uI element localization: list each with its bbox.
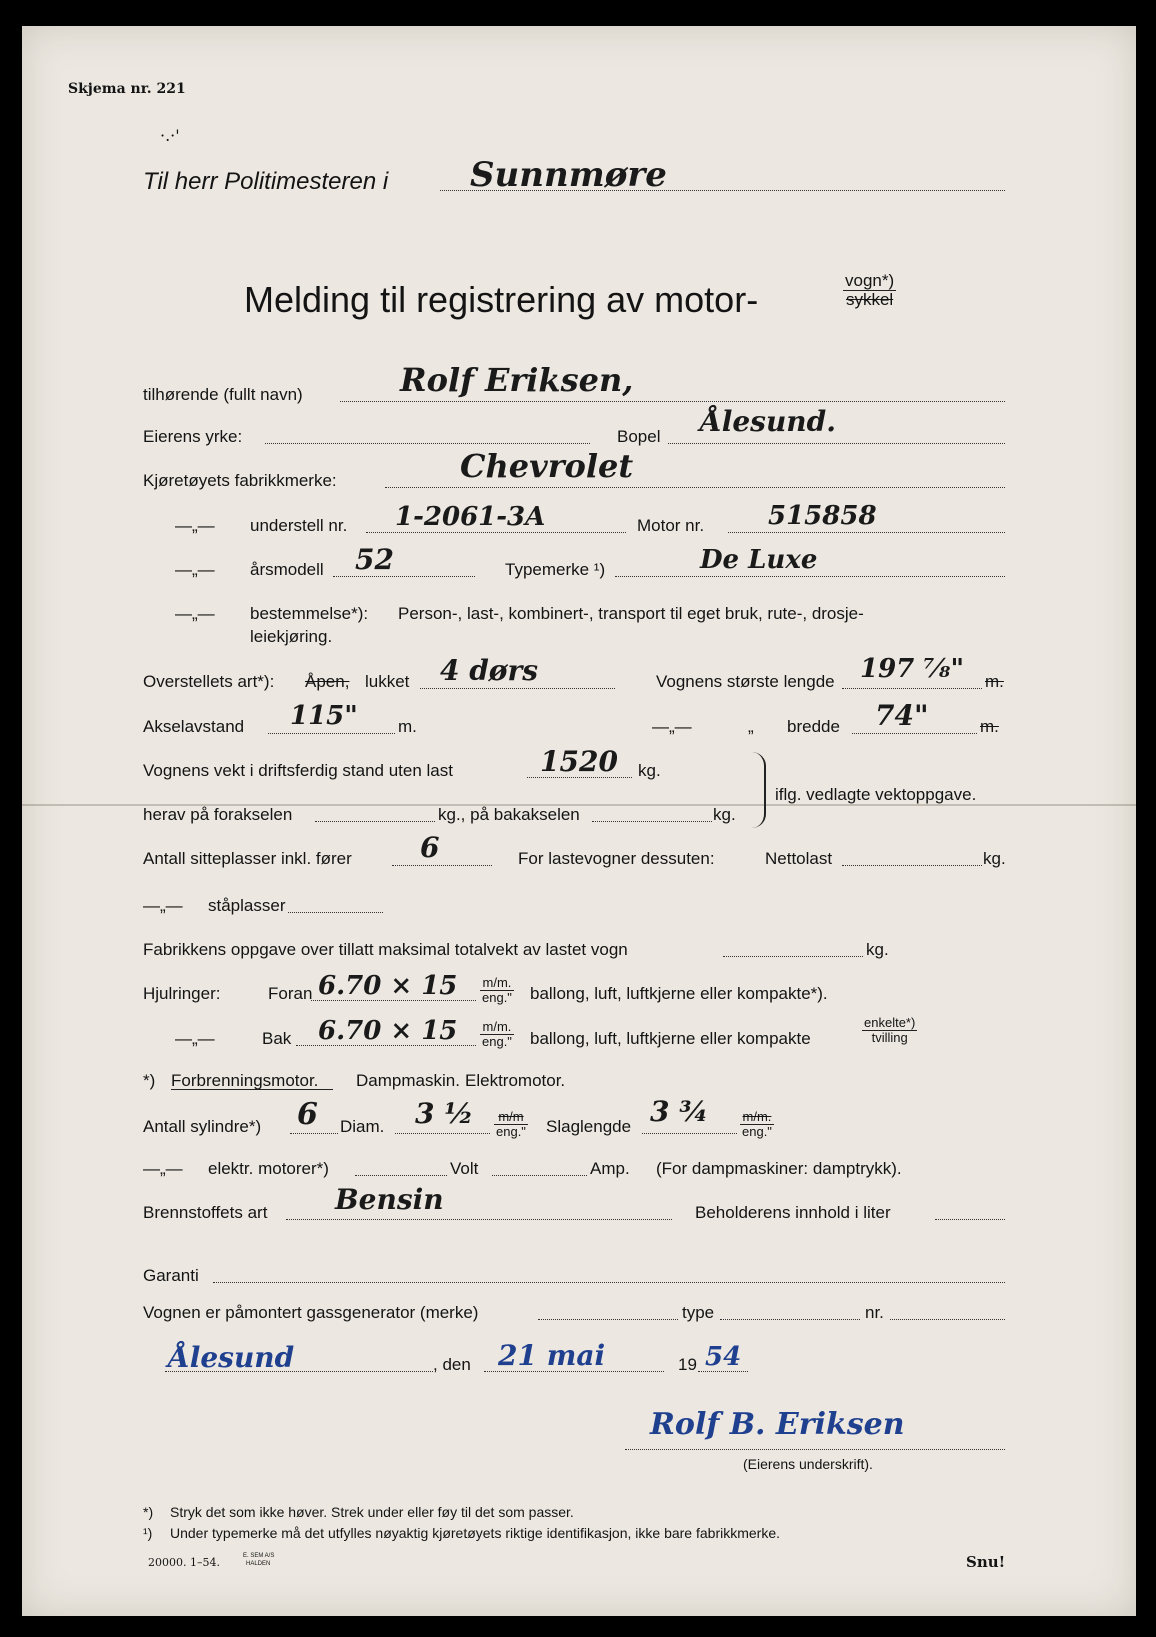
tires-front-label: Foran [268,984,313,1003]
print-info: 20000. 1–54. [148,1556,220,1569]
wheelbase-label: Akselavstand [143,717,245,736]
width-quote: „ [748,717,754,736]
gas-type-line [720,1319,860,1320]
title-frac-top: vogn*) [845,271,895,290]
electric-line [355,1175,447,1176]
tires-twin: tvilling [871,1029,908,1045]
diam-line [395,1133,490,1134]
net-load-line [842,865,982,866]
ink-mark: ·.·' [160,126,180,145]
diam-unit [494,1110,528,1138]
electric-label: elektr. motorer*) [208,1159,329,1178]
type-line [615,576,1005,577]
stroke-value: 3 ¾ [650,1095,709,1128]
rear-axle-line [592,821,712,822]
diam-label: Diam. [340,1117,385,1136]
tires-rear-unit-bottom: eng." [482,1033,512,1049]
cargo-label: For lastevogner dessuten: [518,849,715,868]
stroke-unit-top: m/m. [740,1110,774,1125]
year-prefix: 19 [678,1355,697,1374]
gas-generator-line [538,1319,678,1320]
addressee-value: Sunnmøre [470,155,667,195]
front-axle-line [315,821,435,822]
residence-line [668,443,1005,444]
tank-label: Beholderens innhold i liter [695,1203,891,1222]
signature-line [625,1449,1005,1450]
owner-signature: Rolf B. Eriksen [650,1407,905,1442]
printer-city: HALDEN [246,1561,271,1567]
chassis-value: 1-2061-3A [395,502,546,532]
purpose-label: bestemmelse*): [250,604,369,623]
cylinders-label: Antall sylindre*) [143,1117,262,1136]
form-title: Melding til registrering av motor- [244,279,759,320]
tires-mount [862,1016,917,1044]
stroke-label: Slaglengde [546,1117,632,1136]
owner-value: Rolf Eriksen, [400,361,634,399]
date-den: , den [433,1355,471,1374]
ditto-purpose: —„— [175,604,215,623]
residence-label: Bopel [617,427,661,446]
ditto-tires: —„— [175,1029,215,1048]
width-value: 74" [875,699,929,732]
owner-label: tilhørende (fullt navn) [143,385,303,404]
tires-front-value: 6.70 × 15 [318,971,458,1001]
chassis-line [366,532,626,533]
width-unit: m. [980,717,999,736]
motor-value: 515858 [768,501,877,531]
front-axle-unit: kg., på bakakselen [438,805,580,824]
diam-unit-bottom: eng." [496,1123,526,1139]
make-line [385,487,1005,488]
gas-type-label: type [682,1303,715,1322]
length-label: Vognens største lengde [656,672,835,691]
volt-line [492,1175,587,1176]
tires-rear-types: ballong, luft, luftkjerne eller kompakte [530,1029,811,1048]
gas-generator-label: Vognen er påmontert gassgenerator (merke) [143,1303,479,1322]
make-label: Kjøretøyets fabrikkmerke: [143,471,337,490]
year-label: årsmodell [250,560,324,579]
addressee-label: Til herr Politimesteren i [143,168,389,195]
engine-combustion: Forbrenningsmotor. [171,1071,319,1090]
combustion-underline [171,1089,333,1090]
weight-value: 1520 [540,745,618,778]
seats-line [392,865,492,866]
tires-front-types: ballong, luft, luftkjerne eller kompakte*). [530,984,828,1003]
engine-prefix: *) [143,1071,156,1090]
motor-line [728,532,1005,533]
length-unit: m. [985,672,1004,691]
tank-line [935,1219,1005,1220]
tires-label: Hjulringer: [143,984,221,1003]
body-option-open: Åpen, [305,672,350,691]
front-axle-label: herav på forakselen [143,805,293,824]
volt-label: Volt [450,1159,479,1178]
place-value: Ålesund [168,1341,295,1374]
footnote-2-mark: ¹) [143,1525,153,1541]
purpose-options: Person-, last-, kombinert-, transport til eget bruk, rute-, drosje- [398,604,864,623]
weight-unit: kg. [638,761,661,780]
wheelbase-unit: m. [398,717,417,736]
type-value: De Luxe [700,545,818,575]
brace [752,752,766,828]
stroke-line [642,1133,737,1134]
form-number: Skjema nr. 221 [68,81,186,97]
tires-rear-unit [480,1020,514,1048]
net-load-label: Nettolast [765,849,833,868]
tires-front-unit [480,976,514,1004]
guarantee-label: Garanti [143,1266,199,1285]
make-value: Chevrolet [460,447,634,485]
footnote-1-mark: *) [143,1504,154,1520]
cylinders-line [290,1133,338,1134]
wheelbase-line [268,733,395,734]
title-fraction [843,272,896,309]
net-load-unit: kg. [983,849,1006,868]
footnote-2: Under typemerke må det utfylles nøyaktig kjøretøyets riktige identifikasjon, ikke bare fabrikkmerke. [170,1525,781,1541]
chassis-label: understell nr. [250,516,348,535]
ditto-electric: —„— [143,1159,183,1178]
length-value: 197 ⁷⁄₈" [860,654,964,684]
max-weight-label: Fabrikkens oppgave over tillatt maksimal totalvekt av lastet vogn [143,940,628,959]
diam-unit-top: m/m [494,1110,528,1125]
residence-value: Ålesund. [700,405,836,438]
gas-nr-line [890,1319,1005,1320]
gas-nr-label: nr. [865,1303,884,1322]
wheelbase-value: 115" [290,701,358,731]
fuel-label: Brennstoffets art [143,1203,268,1222]
standing-label: ståplasser [208,896,286,915]
owner-line [340,401,1005,402]
cylinders-value: 6 [297,1097,318,1132]
occupation-line [265,443,590,444]
tires-front-unit-top: m/m. [480,976,514,991]
engine-steam: Dampmaskin. [356,1071,460,1090]
ditto-standing: —„— [143,896,183,915]
body-label: Overstellets art*): [143,672,275,691]
tires-single: enkelte*) [864,1015,916,1030]
weight-note: iflg. vedlagte vektoppgave. [775,785,977,804]
printer-name: E. SEM A/S [243,1553,275,1559]
stroke-unit [740,1110,774,1138]
tires-front-unit-bottom: eng." [482,989,512,1005]
fuel-value: Bensin [335,1183,444,1216]
turn-over: Snu! [966,1553,1006,1571]
purpose-options-cont: leiekjøring. [250,627,333,646]
body-value: 4 dørs [440,654,538,687]
max-weight-unit: kg. [866,940,889,959]
tires-rear-label: Bak [262,1029,292,1048]
body-line [420,688,615,689]
ditto-chassis: —„— [175,516,215,535]
ditto-year: —„— [175,560,215,579]
width-line [852,733,977,734]
signature-label: (Eierens underskrift). [743,1456,873,1472]
stroke-unit-bottom: eng." [742,1123,772,1139]
title-frac-bottom: sykkel [845,289,894,309]
steam-note: (For dampmaskiner: damptrykk). [656,1159,902,1178]
ditto-width: —„— [652,717,692,736]
diam-value: 3 ½ [415,1097,474,1130]
standing-line [288,912,383,913]
fuel-line [286,1219,672,1220]
tires-rear-value: 6.70 × 15 [318,1016,458,1046]
rear-axle-unit: kg. [713,805,736,824]
year-suffix: 54 [705,1342,742,1372]
amp-label: Amp. [590,1159,630,1178]
seats-value: 6 [420,831,440,864]
weight-label: Vognens vekt i driftsferdig stand uten last [143,761,453,780]
year-line [333,576,475,577]
guarantee-line [213,1282,1005,1283]
width-label: bredde [787,717,840,736]
engine-electric: Elektromotor. [465,1071,566,1090]
tires-rear-unit-top: m/m. [480,1020,514,1035]
date-value: 21 mai [498,1339,606,1372]
body-option-closed: lukket [365,672,410,691]
seats-label: Antall sitteplasser inkl. fører [143,849,352,868]
year-value: 52 [355,543,394,576]
motor-label: Motor nr. [637,516,705,535]
length-line [842,688,982,689]
occupation-label: Eierens yrke: [143,427,243,446]
max-weight-line [723,956,863,957]
footnote-1: Stryk det som ikke høver. Strek under eller føy til det som passer. [170,1504,574,1520]
type-label: Typemerke ¹) [505,560,606,579]
